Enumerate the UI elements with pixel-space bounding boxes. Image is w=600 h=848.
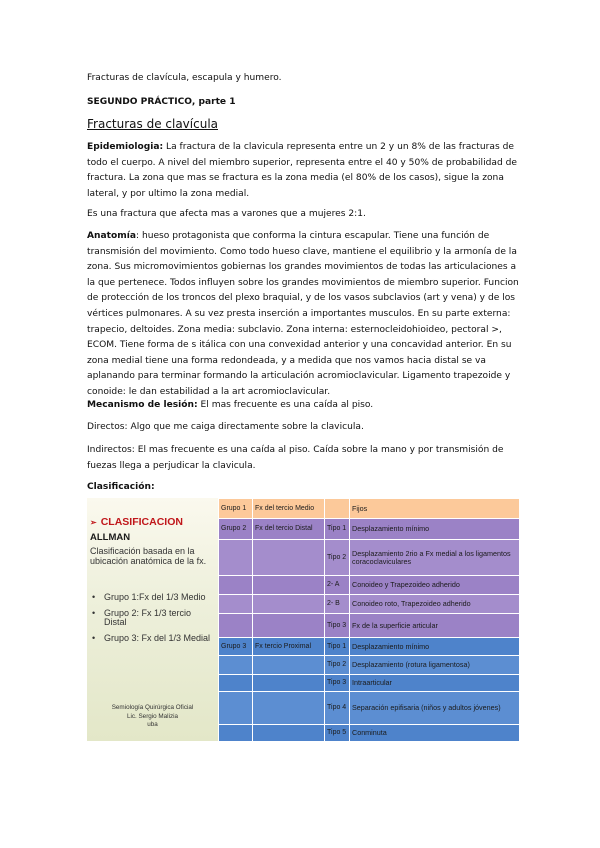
slide-group-list xyxy=(90,593,214,649)
varones-paragraph: Es una fractura que afecta mas a varones que a mujeres 2:1. xyxy=(87,209,366,219)
table-cell: Desplazamiento (rotura ligamentosa) xyxy=(350,656,520,675)
table-row xyxy=(219,656,520,675)
classification-figure xyxy=(87,498,519,741)
slide-footer-line: Lic. Sergio Malizia xyxy=(126,712,179,720)
slide-title-text: CLASIFICACION xyxy=(100,516,183,528)
table-cell xyxy=(219,656,253,675)
table-cell xyxy=(219,595,253,614)
table-cell: Desplazamiento 2rio a Fx medial a los ligamentos coracoclaviculares xyxy=(350,540,520,576)
table-cell xyxy=(253,725,325,742)
table-row xyxy=(219,638,520,656)
slide-group-text: Grupo 1:Fx del 1/3 Medio xyxy=(104,592,206,602)
arrow-bullet-icon: ➢ xyxy=(90,518,97,527)
table-cell: Tipo 4 xyxy=(325,692,350,725)
table-cell: Conoideo y Trapezoideo adherido xyxy=(350,576,520,595)
epidemiologia-label: Epidemiologia: xyxy=(87,142,164,152)
directos-paragraph: Directos: Algo que me caiga directamente sobre la clavicula. xyxy=(87,422,364,432)
slide-group-item xyxy=(90,609,214,628)
table-cell: Tipo 2 xyxy=(325,656,350,675)
table-row xyxy=(219,675,520,692)
slide-group-item xyxy=(90,593,214,603)
section-title: Fracturas de clavícula xyxy=(87,117,219,131)
table-cell: Separación epifisaria (niños y adultos jóvenes) xyxy=(350,692,520,725)
epidemiologia-text: La fractura de la clavicula representa entre un 2 y un 8% de las fracturas de todo el cuerpo. A nivel del miembro superior, representa entre el 40 y 50% de probabilidad de fractura. La zona que mas se fractura es la zona media (el 80% de los casos), sigue la zona lateral, y por ultimo la zona medial. xyxy=(87,142,517,199)
slide-footer xyxy=(87,704,218,730)
table-cell: Fx tercio Proximal xyxy=(253,638,325,656)
slide-subtitle: ALLMAN xyxy=(90,532,131,543)
table-row xyxy=(219,499,520,519)
table-cell: 2- B xyxy=(325,595,350,614)
table-cell xyxy=(253,656,325,675)
allman-slide xyxy=(87,498,218,741)
table-cell xyxy=(219,614,253,638)
anatomia-text: : hueso protagonista que conforma la cintura escapular. Tiene una función de transmisión del movimiento. Como todo hueso clave, mantiene el equilibrio y la armonía de la zona. Sus micromovimientos gobiernas los grandes movimientos de todas las articulaciones a la que pertenece. Todos influyen sobre los grandes movimientos de miembro superior. Funcion de protección de los troncos del plexo braquial, y de los vasos subclavios (art y vena) y de los vértices pulmonares. A su vez presta inserción a importantes musculos. En su parte externa: trapecio, deltoides. Zona media: subclavio. Zona interna: esternocleidohioideo, pectoral >, ECOM. Tiene forma de s itálica con una convexidad anterior y una concavidad anterior. En su zona medial tiene una forma redondeada, y a medida que nos vamos hacia distal se va aplanando para terminar formando la articulación acromioclavicular. Ligamento trapezoide y conoide: le dan estabilidad a la art acromioclavicular. xyxy=(87,231,519,397)
anatomia-label: Anatomía xyxy=(87,231,136,241)
table-cell: Tipo 2 xyxy=(325,540,350,576)
slide-footer-line: uba xyxy=(147,721,158,728)
mecanismo-text: El mas frecuente es una caída al piso. xyxy=(197,400,374,410)
table-cell: Tipo 3 xyxy=(325,614,350,638)
table-cell: Grupo 2 xyxy=(219,519,253,540)
bullet-icon: • xyxy=(92,607,96,618)
slide-group-item xyxy=(90,634,214,644)
table-cell: Grupo 1 xyxy=(219,499,253,519)
table-cell: Tipo 1 xyxy=(325,519,350,540)
table-cell xyxy=(253,576,325,595)
table-cell: Desplazamiento mínimo xyxy=(350,638,520,656)
table-cell: Fx del tercio Distal xyxy=(253,519,325,540)
header-line: Fracturas de clavícula, escapula y humero. xyxy=(87,73,282,83)
allman-classification-table xyxy=(218,498,520,742)
slide-title xyxy=(90,516,183,528)
table-row xyxy=(219,692,520,725)
table-cell xyxy=(219,576,253,595)
bullet-icon: • xyxy=(92,632,96,643)
indirectos-paragraph: Indirectos: El mas frecuente es una caída al piso. Caída sobre la mano y por transmisión de fuezas llega a perjudicar la clavicula. xyxy=(87,445,504,471)
table-cell xyxy=(253,675,325,692)
mecanismo-label: Mecanismo de lesión: xyxy=(87,400,198,410)
table-cell xyxy=(219,540,253,576)
table-cell: Fijos xyxy=(350,499,520,519)
table-row xyxy=(219,576,520,595)
slide-group-text: Grupo 3: Fx del 1/3 Medial xyxy=(104,632,211,643)
table-cell: Intraarticular xyxy=(350,675,520,692)
table-cell: 2- A xyxy=(325,576,350,595)
table-cell: Conminuta xyxy=(350,725,520,742)
anatomia-paragraph xyxy=(87,229,519,401)
table-cell: Tipo 5 xyxy=(325,725,350,742)
bullet-icon: • xyxy=(92,592,96,602)
table-row xyxy=(219,540,520,576)
table-cell xyxy=(253,595,325,614)
slide-description: Clasificación basada en la ubicación anatómica de la fx. xyxy=(90,546,207,566)
table-cell: Fx del tercio Medio xyxy=(253,499,325,519)
table-cell: Tipo 1 xyxy=(325,638,350,656)
practical-title: SEGUNDO PRÁCTICO, parte 1 xyxy=(87,97,236,107)
mecanismo-paragraph xyxy=(87,398,519,414)
epidemiologia-paragraph xyxy=(87,140,519,202)
table-row xyxy=(219,725,520,742)
table-cell: Desplazamiento mínimo xyxy=(350,519,520,540)
table-cell xyxy=(325,499,350,519)
table-cell xyxy=(219,675,253,692)
table-row xyxy=(219,595,520,614)
table-cell: Tipo 3 xyxy=(325,675,350,692)
table-cell xyxy=(219,692,253,725)
table-row xyxy=(219,519,520,540)
table-cell: Fx de la superficie articular xyxy=(350,614,520,638)
table-cell xyxy=(219,725,253,742)
table-row xyxy=(219,614,520,638)
clasificacion-label: Clasificación: xyxy=(87,482,155,492)
table-cell: Conoideo roto, Trapezoideo adherido xyxy=(350,595,520,614)
table-cell xyxy=(253,540,325,576)
table-cell xyxy=(253,614,325,638)
slide-footer-line: Semiología Quirúrgica Oficial xyxy=(111,704,194,711)
table-cell: Grupo 3 xyxy=(219,638,253,656)
slide-group-text: Grupo 2: Fx 1/3 tercio Distal xyxy=(104,607,192,627)
table-cell xyxy=(253,692,325,725)
